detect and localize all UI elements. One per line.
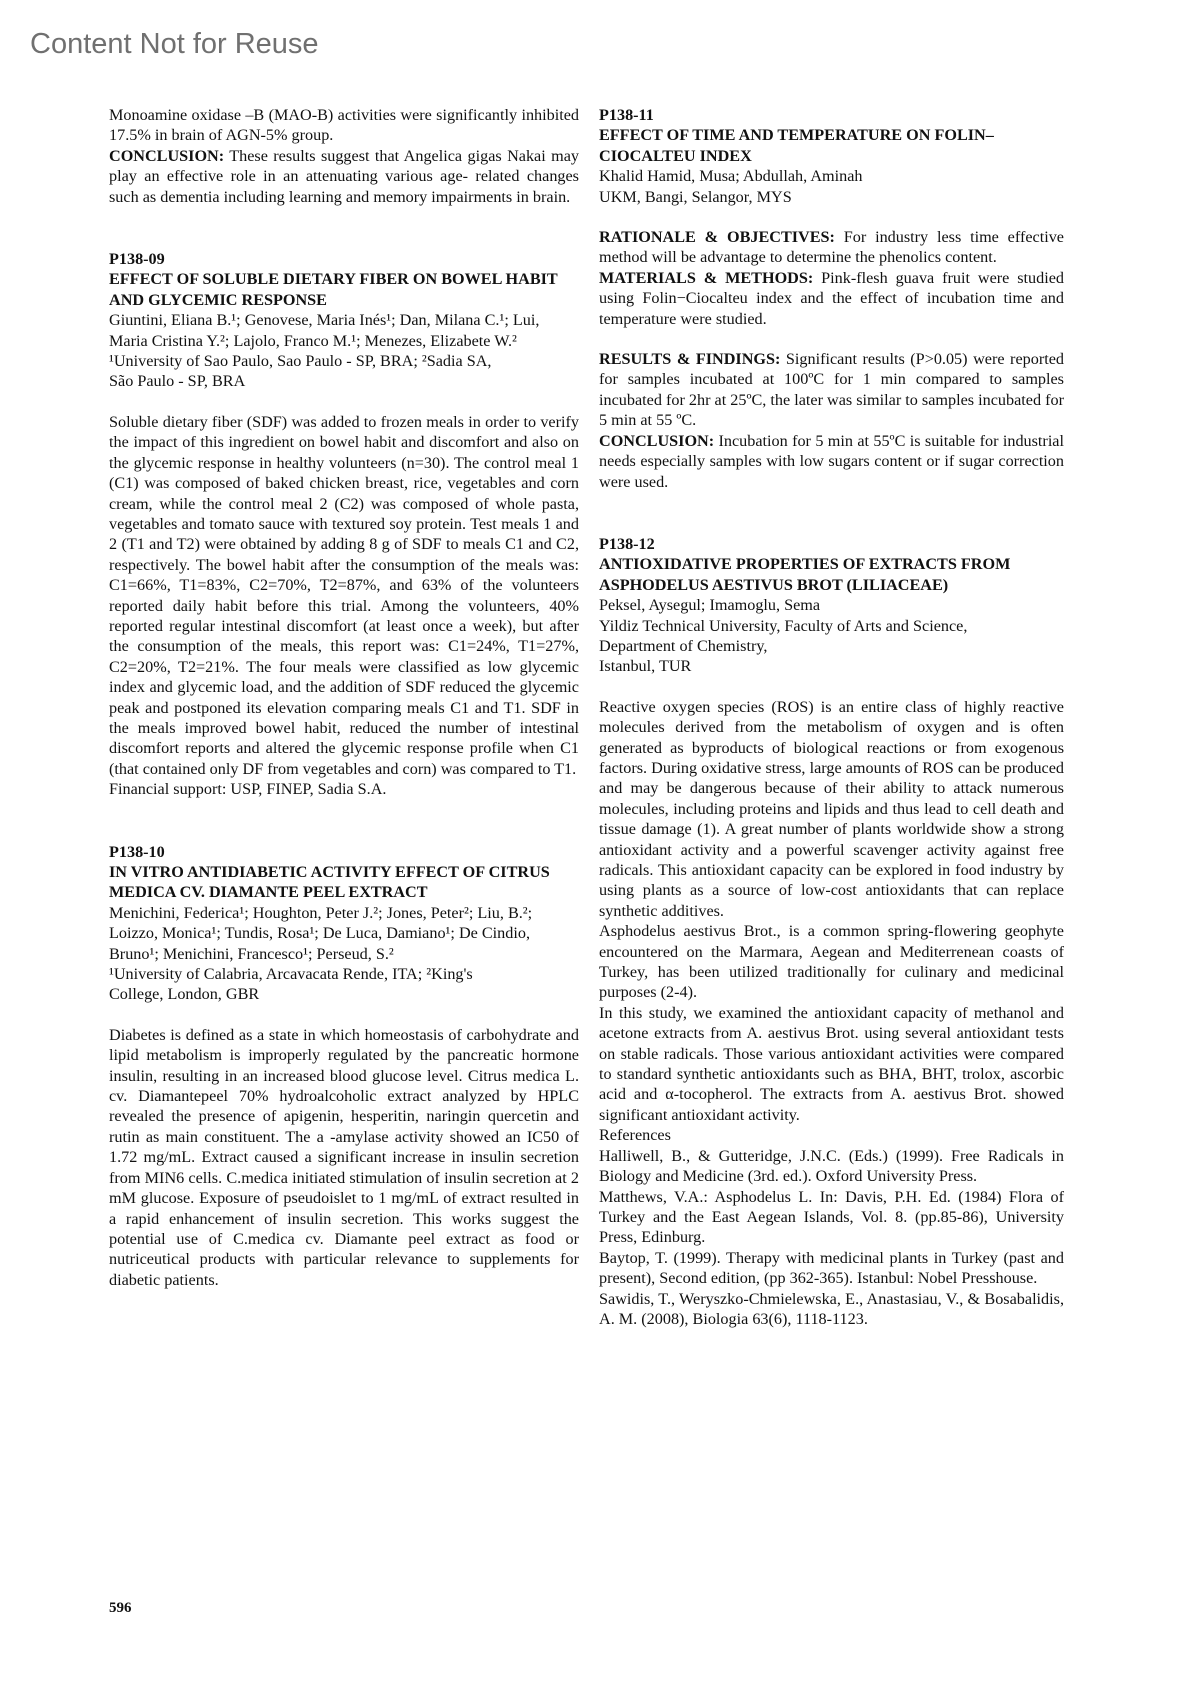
abstract-body: Asphodelus aestivus Brot., is a common spring-flowering geophyte encountered on the Marmara, Aegean and Mediterrenean coasts of Turkey, has been utilized traditionally for culinary and medicinal purposes (2-4). [599, 922, 1064, 1002]
abstract-affiliation: Istanbul, TUR [599, 657, 692, 676]
reference-item: Baytop, T. (1999). Therapy with medicinal plants in Turkey (past and present), Second edition, (pp 362-365). Istanbul: Nobel Presshouse. [599, 1248, 1064, 1288]
abstract-authors: Giuntini, Eliana B.¹; Genovese, Maria Inés¹; Dan, Milana C.¹; Lui, Maria Cristina Y.²; Lajolo, Franco M.¹; Menezes, Elizabete W.² [109, 311, 540, 350]
abstract-p138-12 [599, 534, 1064, 1329]
references-heading: References [599, 1126, 671, 1145]
right-column [599, 105, 1064, 1329]
abstract-affiliation: Yildiz Technical University, Faculty of Arts and Science, [599, 616, 968, 635]
abstract-p138-09 [109, 249, 579, 800]
continued-paragraph: Monoamine oxidase –B (MAO-B) activities were significantly inhibited 17.5% in brain of AGN-5% group. [109, 106, 579, 145]
abstract-title: IN VITRO ANTIDIABETIC ACTIVITY EFFECT OF CITRUS MEDICA CV. DIAMANTE PEEL EXTRACT [109, 863, 550, 902]
left-column [109, 105, 579, 1290]
abstract-affiliation: UKM, Bangi, Selangor, MYS [599, 187, 792, 206]
rationale-text: For industry less time effective method will be advantage to determine the phenolics content. [599, 228, 1064, 267]
abstract-authors: Menichini, Federica¹; Houghton, Peter J.²; Jones, Peter²; Liu, B.²; Loizzo, Monica¹; Tundis, Rosa¹; De Luca, Damiano¹; De Cindio, Bruno¹; Menichini, Francesco¹; Perseud, S.² [109, 903, 533, 963]
abstract-authors: Khalid Hamid, Musa; Abdullah, Aminah [599, 167, 863, 186]
abstract-body: Soluble dietary fiber (SDF) was added to frozen meals in order to verify the impact of this ingredient on bowel habit and discomfort and also on the glycemic response in healthy volunteers (n=30). The control meal 1 (C1) was composed of baked chicken breast, rice, vegetables and corn cream, while the control meal 2 (C2) was composed of whole pasta, vegetables and tomato sauce with textured soy protein. Test meals 1 and 2 (T1 and T2) were obtained by adding 8 g of SDF to meals C1 and C2, respectively. The bowel habit after the consumption of the meals was: C1=66%, T1=83%, C2=70%, T2=87%, and 63% of the volunteers reported daily habit before this trial. Among the volunteers, 40% reported regular intestinal discomfort (at least once a week), but after the consumption of the meals, this report was: C1=24%, T1=27%, C2=20%, T2=21%. The four meals were classified as low glycemic index and glycemic load, and the addition of SDF reduced the glycemic peak and postponed its elevation comparing meals C1 and T1. SDF in the meals improved bowel habit, reduced the number of intestinal discomfort reports and altered the glycemic response profile when C1 (that contained only DF from vegetables and corn) was compared to T1. [109, 412, 579, 778]
abstract-p138-10 [109, 842, 579, 1291]
reference-item: Halliwell, B., & Gutteridge, J.N.C. (Eds.) (1999). Free Radicals in Biology and Medicine (3rd. ed.). Oxford University Press. [599, 1146, 1064, 1186]
abstract-title: EFFECT OF TIME AND TEMPERATURE ON FOLIN–CIOCALTEU INDEX [599, 126, 994, 165]
abstract-body: Reactive oxygen species (ROS) is an entire class of highly reactive molecules derived from the metabolism of oxygen and is often generated as byproducts of biological reactions or from exogenous factors. During oxidative stress, large amounts of ROS can be produced and may be dangerous because of their ability to attack numerous molecules, including proteins and lipids and thus lead to cell death and tissue damage (1). A great number of plants worldwide show a strong antioxidant activity and a powerful scavenger activity against free radicals. This antioxidant capacity can be explored in food industry by using plants as a source of low-cost antioxidants that can replace synthetic additives. [599, 697, 1064, 920]
methods-text: Pink-flesh guava fruit were studied using Folin−Ciocalteu index and the effect of incubation time and temperature were studied. [599, 268, 1064, 328]
abstract-affiliation: Department of Chemistry, [599, 636, 768, 655]
abstract-code: P138-11 [599, 106, 654, 124]
methods-label: MATERIALS & METHODS: [599, 268, 814, 287]
abstract-code: P138-09 [109, 250, 165, 269]
conclusion-paragraph [599, 431, 1064, 492]
abstract-code: P138-12 [599, 534, 655, 553]
abstract-body: Diabetes is defined as a state in which homeostasis of carbohydrate and lipid metabolism is improperly regulated by the pancreatic hormone insulin, resulting in an increased blood glucose level. Citrus medica L. cv. Diamantepeel 70% hydroalcoholic extract analyzed by HPLC revealed the presence of apigenin, hesperitin, naringin quercetin and rutin as main constituent. The a -amylase activity showed an IC50 of 1.72 mg/mL. Extract caused a significant increase in insulin secretion from MIN6 cells. C.medica initiated stimulation of insulin secretion at 2 mM glucose. Exposure of pseudoislet to 1 mg/mL of extract resulted in a rapid enhancement of insulin secretion. This works suggest the potential use of C.medica cv. Diamante peel extract as food or nutriceutical products with particular relevance to supplements for diabetic patients. [109, 1025, 579, 1289]
abstract-code: P138-10 [109, 842, 165, 861]
results-label: RESULTS & FINDINGS: [599, 350, 781, 369]
abstract-body: In this study, we examined the antioxidant capacity of methanol and acetone extracts from A. aestivus Brot. using several antioxidant tests on stable radicals. Those various antioxidant activities were compared to standard synthetic antioxidants such as BHA, BHT, trolox, ascorbic acid and α-tocopherol. The extracts from A. aestivus Brot. showed significant antioxidant activity. [599, 1003, 1064, 1124]
results-text: Significant results (P>0.05) were reported for samples incubated at 100ºC for 1 min compared to samples incubated for 2hr at 25ºC, the later was similar to samples incubated for 5 min at 55 ºC. [599, 350, 1064, 430]
abstract-affiliation: São Paulo - SP, BRA [109, 372, 246, 391]
results-paragraph [599, 349, 1064, 431]
abstract-title: EFFECT OF SOLUBLE DIETARY FIBER ON BOWEL HABIT AND GLYCEMIC RESPONSE [109, 270, 558, 309]
conclusion-label: CONCLUSION: [109, 146, 225, 165]
rationale-paragraph [599, 227, 1064, 268]
reference-item: Sawidis, T., Weryszko-Chmielewska, E., Anastasiau, V., & Bosabalidis, A. M. (2008), Biologia 63(6), 1118-1123. [599, 1289, 1064, 1328]
abstract-title: ANTIOXIDATIVE PROPERTIES OF EXTRACTS FROM ASPHODELUS AESTIVUS BROT (LILIACEAE) [599, 555, 1011, 594]
abstract-affiliation: ¹University of Sao Paulo, Sao Paulo - SP, BRA; ²Sadia SA, [109, 352, 492, 371]
continued-conclusion [109, 146, 579, 207]
conclusion-text: These results suggest that Angelica gigas Nakai may play an effective role in an attenuating various age- related changes such as dementia including learning and memory impairments in brain. [109, 146, 579, 206]
conclusion-text: Incubation for 5 min at 55ºC is suitable for industrial needs especially samples with low sugars content or if sugar correction were used. [599, 431, 1064, 491]
conclusion-label: CONCLUSION: [599, 431, 715, 450]
watermark: Content Not for Reuse [30, 28, 319, 60]
abstract-funding: Financial support: USP, FINEP, Sadia S.A. [109, 780, 387, 799]
reference-item: Matthews, V.A.: Asphodelus L. In: Davis, P.H. Ed. (1984) Flora of Turkey and the East Aegean Islands, Vol. 8. (pp.85-86), University Press, Edinburg. [599, 1187, 1064, 1247]
rationale-label: RATIONALE & OBJECTIVES: [599, 228, 835, 247]
page-number: 596 [109, 1600, 132, 1616]
abstract-authors: Peksel, Aysegul; Imamoglu, Sema [599, 596, 821, 615]
abstract-p138-11 [599, 105, 1064, 492]
abstract-affiliation: College, London, GBR [109, 985, 260, 1004]
abstract-affiliation: ¹University of Calabria, Arcavacata Rende, ITA; ²King's [109, 965, 473, 984]
methods-paragraph [599, 268, 1064, 329]
